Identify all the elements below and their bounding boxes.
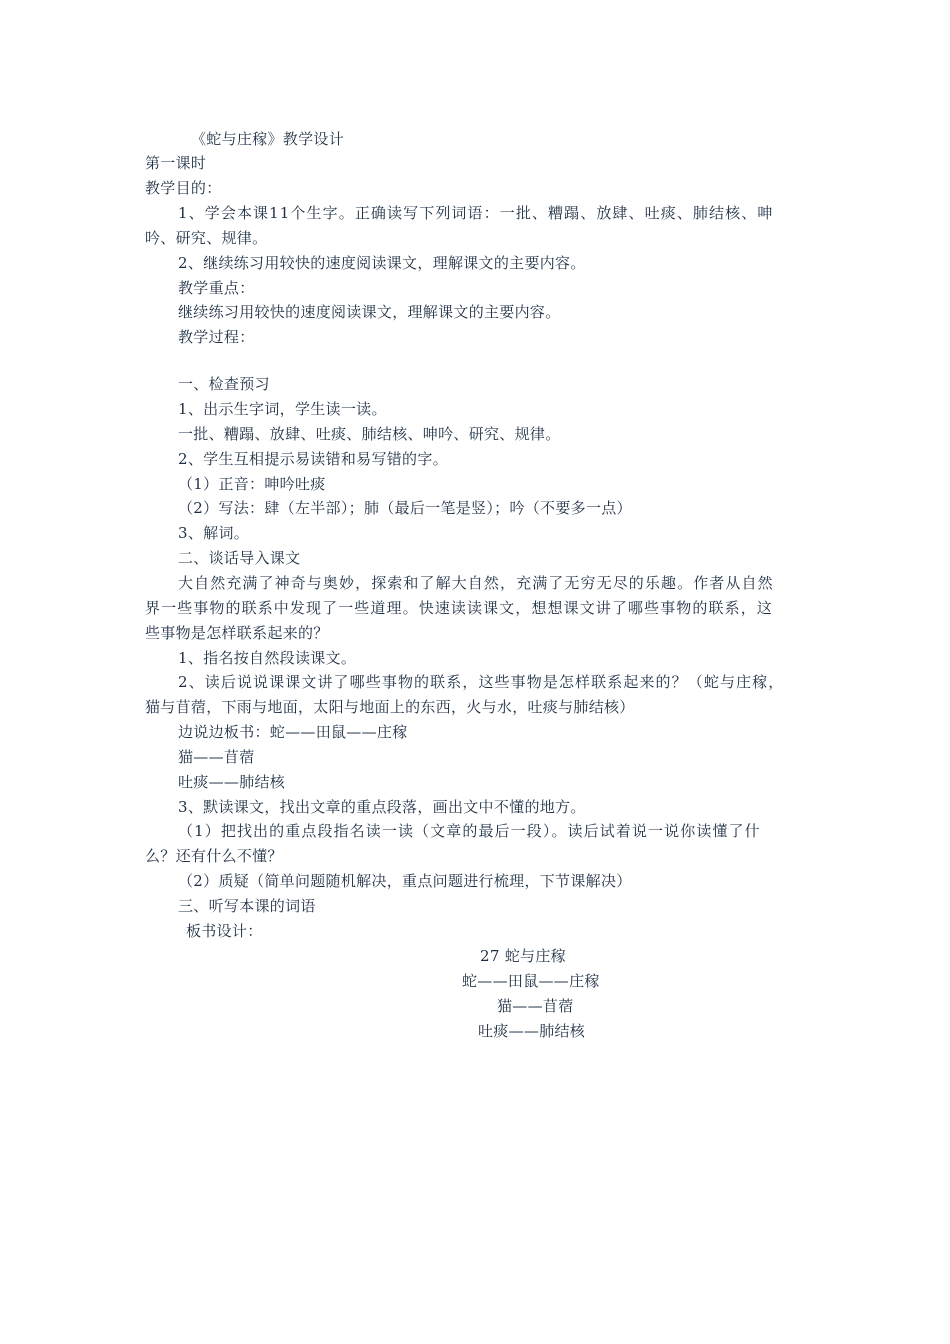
s2-item-2-line1: 2、读后说说课课文讲了哪些事物的联系，这些事物是怎样联系起来的？（蛇与庄稼， — [178, 673, 785, 691]
s2-item-3: 3、默读课文，找出文章的重点段落，画出文中不懂的地方。 — [178, 798, 586, 816]
board-design-heading: 板书设计： — [186, 922, 263, 940]
s1-item-1: 1、出示生字词，学生读一读。 — [178, 400, 387, 418]
section-3-heading: 三、听写本课的词语 — [178, 897, 316, 915]
s2-board-3: 吐痰——肺结核 — [178, 773, 286, 791]
s2-para-line3: 些事物是怎样联系起来的？ — [145, 624, 329, 642]
s1-words: 一批、糟蹋、放肆、吐痰、肺结核、呻吟、研究、规律。 — [178, 425, 561, 443]
process-heading: 教学过程： — [178, 328, 255, 346]
objective-2: 2、继续练习用较快的速度阅读课文，理解课文的主要内容。 — [178, 254, 586, 272]
s2-item-1: 1、指名按自然段读课文。 — [178, 649, 357, 667]
board-line-3: 吐痰——肺结核 — [478, 1022, 586, 1040]
key-heading: 教学重点： — [178, 279, 255, 297]
s1-item-3: 3、解词。 — [178, 524, 250, 542]
board-title: 27 蛇与庄稼 — [480, 947, 566, 965]
section-2-heading: 二、谈话导入课文 — [178, 549, 301, 567]
board-line-1: 蛇——田鼠——庄稼 — [462, 972, 600, 990]
objective-1-line1: 1、学会本课11个生字。正确读写下列词语：一批、糟蹋、放肆、吐痰、肺结核、呻 — [178, 204, 774, 222]
s2-para-line1: 大自然充满了神奇与奥妙，探索和了解大自然，充满了无穷无尽的乐趣。作者从自然 — [178, 574, 774, 592]
s2-item-3-1-line1: （1）把找出的重点段指名读一读（文章的最后一段）。读后试着说一说你读懂了什 — [178, 822, 761, 840]
s2-para-line2: 界一些事物的联系中发现了一些道理。快速读读课文，想想课文讲了哪些事物的联系，这 — [145, 599, 773, 617]
board-line-2: 猫——苜蓿 — [497, 997, 574, 1015]
s1-item-2-1: （1）正音：呻吟吐痰 — [178, 475, 326, 493]
s2-item-3-1-line2: 么？还有什么不懂？ — [145, 847, 283, 865]
lesson-label: 第一课时 — [145, 154, 207, 172]
s2-board-2: 猫——苜蓿 — [178, 748, 255, 766]
objectives-heading: 教学目的： — [145, 179, 222, 197]
s2-board-1: 边说边板书：蛇——田鼠——庄稼 — [178, 723, 408, 741]
section-1-heading: 一、检查预习 — [178, 375, 270, 393]
s1-item-2-2: （2）写法：肆（左半部）；肺（最后一笔是竖）；吟（不要多一点） — [178, 499, 632, 517]
doc-title: 《蛇与庄稼》教学设计 — [191, 130, 345, 148]
s2-item-3-2: （2）质疑（简单问题随机解决，重点问题进行梳理，下节课解决） — [178, 872, 632, 890]
s2-item-2-line2: 猫与苜蓿，下雨与地面，太阳与地面上的东西，火与水，吐痰与肺结核） — [145, 698, 635, 716]
objective-1-line2: 吟、研究、规律。 — [145, 229, 268, 247]
s1-item-2: 2、学生互相提示易读错和易写错的字。 — [178, 450, 448, 468]
key-point: 继续练习用较快的速度阅读课文，理解课文的主要内容。 — [178, 303, 561, 321]
